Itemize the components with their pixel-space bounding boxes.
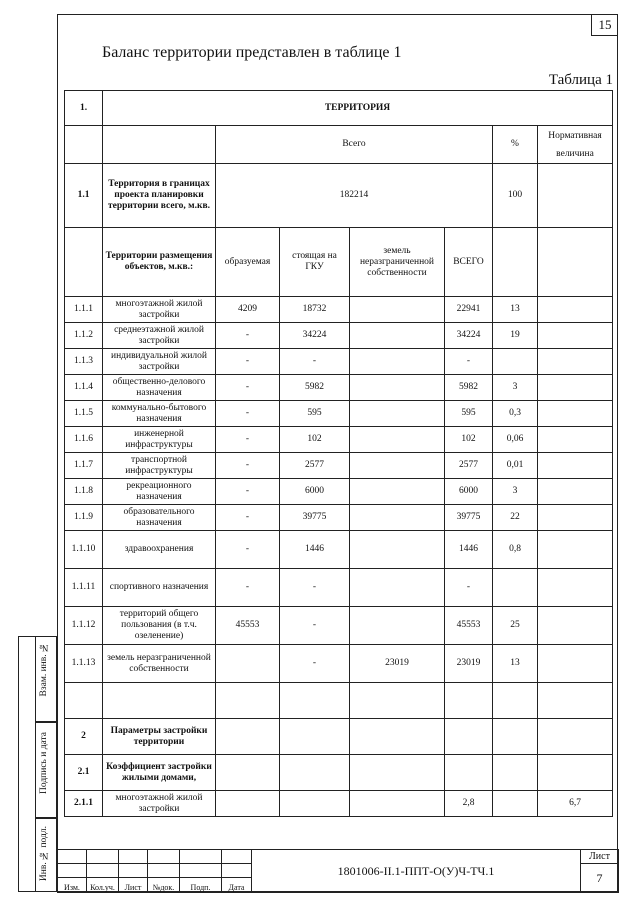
cell-num: 2.1	[65, 755, 103, 791]
cell-gku: 2577	[280, 453, 350, 479]
cell-percent: 3	[493, 479, 538, 505]
cell-norm	[538, 569, 613, 607]
cell-num: 1.1	[65, 164, 103, 228]
cell-all: 34224	[445, 323, 493, 349]
cell-all: 2577	[445, 453, 493, 479]
cell-norm	[538, 453, 613, 479]
cell-all: 22941	[445, 297, 493, 323]
cell-norm	[538, 323, 613, 349]
cell-formed: -	[216, 453, 280, 479]
cell-all: -	[445, 569, 493, 607]
cell-percent: 3	[493, 375, 538, 401]
cell-formed	[216, 645, 280, 683]
cell-formed: -	[216, 323, 280, 349]
sheet-number: 7	[581, 864, 619, 893]
row-1-1	[65, 164, 613, 228]
sub-header-name: Территории размещения объектов, м.кв.:	[103, 228, 216, 297]
cell-undelimited	[350, 375, 445, 401]
cell-gku: 6000	[280, 479, 350, 505]
cell-num: 1.1.4	[65, 375, 103, 401]
cell-all: 39775	[445, 505, 493, 531]
intro-text: Баланс территории представлен в таблице 1	[102, 44, 402, 61]
table-row	[65, 401, 613, 427]
cell-all: 2,8	[445, 791, 493, 817]
cell-undelimited	[350, 297, 445, 323]
cell-undelimited	[350, 531, 445, 569]
cell-num: 2.1.1	[65, 791, 103, 817]
cell-all: 6000	[445, 479, 493, 505]
cell-norm	[538, 531, 613, 569]
cell-num: 2	[65, 719, 103, 755]
sheet-label: Лист	[581, 850, 619, 864]
cell-num: 1.1.2	[65, 323, 103, 349]
cell-undelimited	[350, 479, 445, 505]
table-row	[65, 755, 613, 791]
table-row	[65, 645, 613, 683]
cell-num: 1.1.5	[65, 401, 103, 427]
table-row	[65, 375, 613, 401]
cell-formed: -	[216, 569, 280, 607]
cell-num: 1.1.1	[65, 297, 103, 323]
stamp-col: Лист	[119, 878, 148, 893]
cell-num: 1.1.13	[65, 645, 103, 683]
sub-header-undelimited: земель неразграниченной собственности	[350, 228, 445, 297]
table-title: ТЕРРИТОРИЯ	[103, 91, 613, 126]
territory-balance-table	[64, 90, 613, 817]
cell-name: многоэтажной жилой застройки	[103, 791, 216, 817]
cell-undelimited	[350, 427, 445, 453]
cell-all: 1446	[445, 531, 493, 569]
cell-formed: -	[216, 479, 280, 505]
cell-undelimited: 23019	[350, 645, 445, 683]
cell-name: инженерной инфраструктуры	[103, 427, 216, 453]
cell-formed: 45553	[216, 607, 280, 645]
cell-percent: 0,8	[493, 531, 538, 569]
cell-undelimited	[350, 453, 445, 479]
cell-name: здравоохранения	[103, 531, 216, 569]
cell-gku: 34224	[280, 323, 350, 349]
cell-num: 1.	[65, 91, 103, 126]
header-norm: Нормативная величина	[538, 126, 613, 164]
document-code: 1801006-II.1-ППТ-О(У)Ч-ТЧ.1	[252, 850, 581, 893]
cell-norm	[538, 375, 613, 401]
cell-name: Коэффициент застройки жилыми домами,	[103, 755, 216, 791]
cell-name: спортивного назначения	[103, 569, 216, 607]
page-number: 15	[591, 14, 618, 36]
table-row	[65, 453, 613, 479]
cell-name: земель неразграниченной собственности	[103, 645, 216, 683]
cell-formed: -	[216, 349, 280, 375]
cell-undelimited	[350, 607, 445, 645]
sub-header-all: ВСЕГО	[445, 228, 493, 297]
cell-formed: -	[216, 505, 280, 531]
stamp-col: Кол.уч.	[87, 878, 119, 893]
cell-percent: 100	[493, 164, 538, 228]
cell-undelimited	[350, 323, 445, 349]
side-labels	[18, 636, 57, 892]
cell-percent: 25	[493, 607, 538, 645]
cell-percent	[493, 569, 538, 607]
cell-all: 23019	[445, 645, 493, 683]
cell-name: образовательного назначения	[103, 505, 216, 531]
cell-num: 1.1.10	[65, 531, 103, 569]
table-label: Таблица 1	[548, 72, 613, 88]
table-row	[65, 531, 613, 569]
cell-undelimited	[350, 505, 445, 531]
cell-formed: -	[216, 401, 280, 427]
cell-gku: 18732	[280, 297, 350, 323]
cell-num: 1.1.8	[65, 479, 103, 505]
cell-norm	[538, 479, 613, 505]
cell-name: Территория в границах проекта планировки территории всего, м.кв.	[103, 164, 216, 228]
cell-gku: -	[280, 569, 350, 607]
cell-gku: -	[280, 607, 350, 645]
cell-total: 182214	[216, 164, 493, 228]
table-row	[65, 479, 613, 505]
cell-gku: 595	[280, 401, 350, 427]
cell-percent	[493, 349, 538, 375]
table-title-row	[65, 91, 613, 126]
table-row	[65, 349, 613, 375]
cell-gku: 1446	[280, 531, 350, 569]
cell-all: -	[445, 349, 493, 375]
cell-name: транспортной инфраструктуры	[103, 453, 216, 479]
title-block	[57, 849, 619, 893]
cell-name: среднеэтажной жилой застройки	[103, 323, 216, 349]
cell-num: 1.1.6	[65, 427, 103, 453]
cell-undelimited	[350, 569, 445, 607]
cell-name: индивидуальной жилой застройки	[103, 349, 216, 375]
cell-name: коммунально-бытового назначения	[103, 401, 216, 427]
sub-header-gku: стоящая на ГКУ	[280, 228, 350, 297]
table-row	[65, 505, 613, 531]
cell-percent: 0,3	[493, 401, 538, 427]
table-row	[65, 791, 613, 817]
cell-all: 595	[445, 401, 493, 427]
cell-gku: 102	[280, 427, 350, 453]
cell-name: Параметры застройки территории	[103, 719, 216, 755]
cell-norm	[538, 401, 613, 427]
cell-norm	[538, 349, 613, 375]
cell-gku: -	[280, 349, 350, 375]
cell-name: общественно-делового назначения	[103, 375, 216, 401]
cell-all: 45553	[445, 607, 493, 645]
stamp-col: Подп.	[180, 878, 222, 893]
cell-undelimited	[350, 349, 445, 375]
header-percent: %	[493, 126, 538, 164]
cell-name: многоэтажной жилой застройки	[103, 297, 216, 323]
cell-percent: 0,06	[493, 427, 538, 453]
label-podpis-data: Подпись и дата	[39, 732, 49, 795]
cell-undelimited	[350, 401, 445, 427]
cell-num: 1.1.7	[65, 453, 103, 479]
label-inv-podl: Инв. № подл.	[39, 826, 49, 882]
cell-norm	[538, 505, 613, 531]
cell-gku: 39775	[280, 505, 350, 531]
stamp-col: №док.	[148, 878, 180, 893]
table-row	[65, 607, 613, 645]
cell-num: 1.1.11	[65, 569, 103, 607]
table-row	[65, 569, 613, 607]
header-total: Всего	[216, 126, 493, 164]
label-vzam-inv: Взам. инв. №	[39, 642, 49, 697]
sub-header-row	[65, 228, 613, 297]
cell-num: 1.1.12	[65, 607, 103, 645]
table-row	[65, 683, 613, 719]
cell-percent: 13	[493, 645, 538, 683]
table-row	[65, 427, 613, 453]
cell-gku: -	[280, 645, 350, 683]
stamp-col: Изм.	[58, 878, 87, 893]
table-row	[65, 297, 613, 323]
column-header-row	[65, 126, 613, 164]
table-row	[65, 323, 613, 349]
sub-header-formed: образуемая	[216, 228, 280, 297]
table-row	[65, 719, 613, 755]
cell-percent: 0,01	[493, 453, 538, 479]
cell-num: 1.1.3	[65, 349, 103, 375]
stamp-col: Дата	[222, 878, 252, 893]
cell-percent: 13	[493, 297, 538, 323]
cell-gku: 5982	[280, 375, 350, 401]
cell-percent: 19	[493, 323, 538, 349]
cell-norm	[538, 645, 613, 683]
cell-num: 1.1.9	[65, 505, 103, 531]
cell-all: 5982	[445, 375, 493, 401]
cell-norm: 6,7	[538, 791, 613, 817]
cell-norm	[538, 297, 613, 323]
cell-name: рекреационного назначения	[103, 479, 216, 505]
cell-formed: -	[216, 427, 280, 453]
cell-formed: -	[216, 375, 280, 401]
cell-name: территорий общего пользования (в т.ч. озеленение)	[103, 607, 216, 645]
cell-percent: 22	[493, 505, 538, 531]
cell-all: 102	[445, 427, 493, 453]
cell-norm	[538, 607, 613, 645]
cell-formed: -	[216, 531, 280, 569]
cell-formed: 4209	[216, 297, 280, 323]
cell-norm	[538, 427, 613, 453]
